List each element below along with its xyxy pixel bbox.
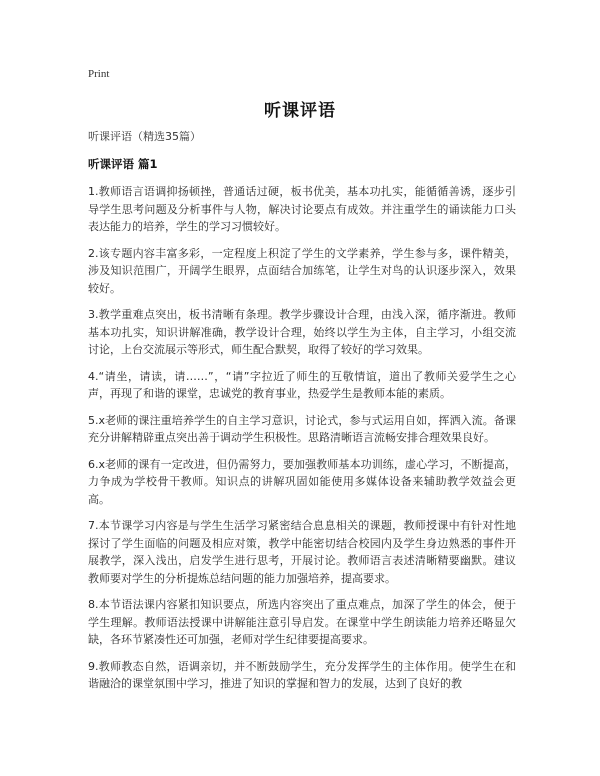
section-heading: 听课评语 篇1 xyxy=(88,157,158,171)
document-subtitle: 听课评语（精选35篇） xyxy=(88,130,201,143)
paragraph-2: 2.该专题内容丰富多彩，一定程度上积淀了学生的文学素养，学生参与多，课件精美，涉及知识范围广，开阔学生眼界，点面结合加练笔，让学生对鸟的认识逐步深入，效果较好。 xyxy=(88,246,516,295)
paragraph-7: 7.本节课学习内容是与学生生活学习紧密结合息息相关的课题，教师授课中有针对性地探讨了学生面临的问题及相应对策，教学中能密切结合校园内及学生身边熟悉的事件开展教学，深入浅出，启发学生进行思考，开展讨论。教师语言表述清晰精要幽默。建议教师要对学生的分析提炼总结问题的能力加强培养，提高要求。 xyxy=(88,519,516,585)
paragraph-3: 3.教学重难点突出，板书清晰有条理。教学步骤设计合理，由浅入深，循序渐进。教师基本功扎实，知识讲解准确，教学设计合理，始终以学生为主体，自主学习，小组交流讨论，上台交流展示等形式，师生配合默契，取得了较好的学习效果。 xyxy=(88,308,516,356)
document-content xyxy=(88,128,516,702)
paragraph-1: 1.教师语言语调抑扬顿挫，普通话过硬，板书优美，基本功扎实，能循循善诱，逐步引导学生思考问题及分析事件与人物，解决讨论要点有成效。并注重学生的诵读能力口头表达能力的培养，学生的学习习惯较好。 xyxy=(88,185,516,233)
paragraph-6: 6.x老师的课有一定改进，但仍需努力，要加强教师基本功训练，虚心学习，不断提高，力争成为学校骨干教师。知识点的讲解巩固如能使用多媒体设备来辅助教学效益会更高。 xyxy=(88,457,516,506)
paragraph-5: 5.x老师的课注重培养学生的自主学习意识，讨论式，参与式运用自如，挥洒入流。备课充分讲解精辟重点突出善于调动学生积极性。思路清晰语言流畅安排合理效果良好。 xyxy=(88,413,516,444)
paragraph-9: 9.教师教态自然，语调亲切，并不断鼓励学生，充分发挥学生的主体作用。使学生在和谐融洽的课堂氛围中学习，推进了知识的掌握和智力的发展，达到了良好的教 xyxy=(88,659,516,690)
page-title: 听课评语 xyxy=(264,101,336,121)
paragraph-4: 4.“请坐，请读，请……”，“请”字拉近了师生的互敬情谊，道出了教师关爱学生之心声，再现了和谐的课堂，忠诚党的教育事业，热爱学生是教师本能的素质。 xyxy=(88,369,516,400)
paragraph-8: 8.本节语法课内容紧扣知识要点，所选内容突出了重点难点，加深了学生的体会，便于学生理解。教师语法授课中讲解能注意引导启发。在课堂中学生朗读能力培养还略显欠缺，各环节紧凑性还可加强，老师对学生纪律要提高要求。 xyxy=(88,598,516,646)
print-link[interactable]: Print xyxy=(88,68,110,80)
